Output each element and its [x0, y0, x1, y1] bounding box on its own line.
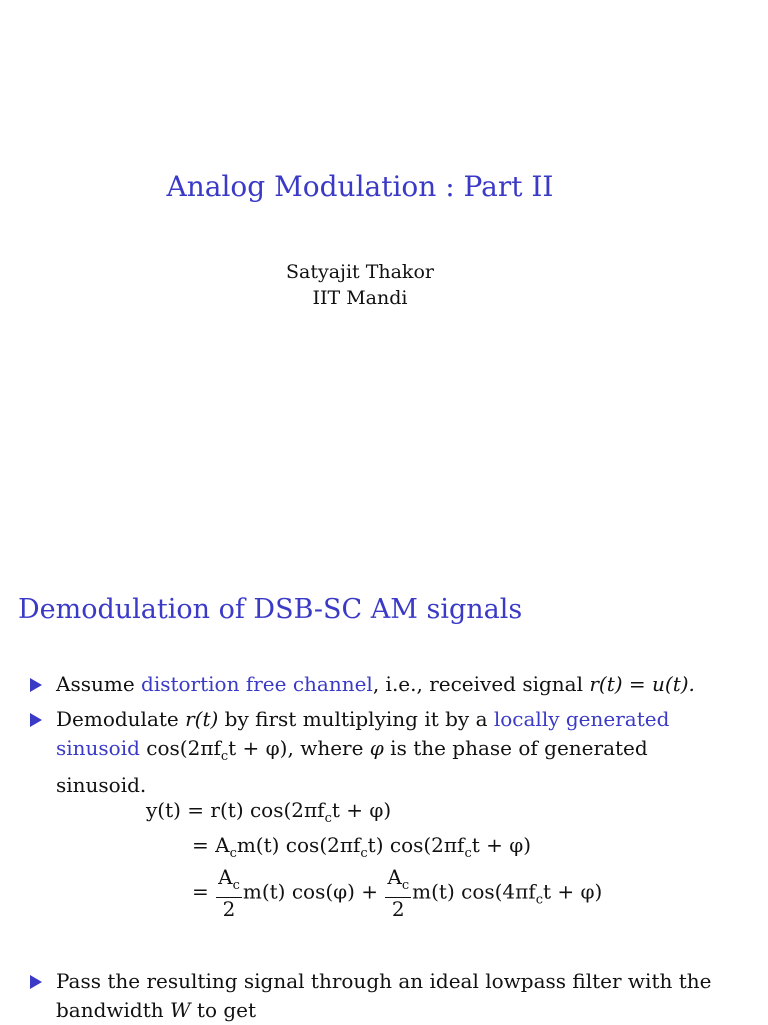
eq-text: t + φ)	[542, 879, 603, 904]
bullet-text: Assume	[56, 672, 142, 696]
bullet-line	[56, 705, 716, 734]
bullet-text: Demodulate	[56, 707, 186, 731]
bullet-channel	[56, 670, 716, 699]
eq-text: t + φ)	[331, 798, 392, 822]
bullet-triangle-icon	[30, 975, 42, 989]
bullet-text: , i.e., received signal	[372, 672, 590, 696]
equation-line-3	[192, 866, 602, 920]
eq-text: t) cos(2πf	[367, 833, 465, 857]
equation-line-2	[192, 833, 531, 861]
section-heading: Demodulation of DSB-SC AM signals	[18, 594, 523, 625]
fraction	[216, 866, 242, 920]
math-inline: r(t) = u(t).	[589, 672, 695, 696]
bullet-text: is the phase of generated	[383, 736, 648, 760]
frac-denominator: 2	[391, 897, 405, 921]
bullet-line: Pass the resulting signal through an ideal lowpass filter with the	[56, 969, 712, 993]
math-inline: φ	[369, 736, 384, 760]
eq-subscript: c	[229, 846, 237, 861]
eq-text: m(t) cos(4πf	[412, 879, 536, 904]
bullet-triangle-icon	[30, 713, 42, 727]
eq-text: t + φ)	[471, 833, 532, 857]
eq-subscript: c	[232, 878, 240, 893]
eq-subscript: c	[401, 878, 410, 893]
bullet-text: to get	[190, 998, 257, 1022]
math-inline: cos(2πf	[139, 736, 221, 760]
highlight-text: distortion free channel	[141, 672, 373, 696]
eq-text: = A	[192, 833, 230, 857]
eq-text: m(t) cos(2πf	[236, 833, 361, 857]
bullet-line	[56, 996, 716, 1025]
bullet-demodulate	[56, 705, 716, 800]
bullet-line: sinusoid.	[56, 773, 147, 797]
bullet-text: by first multiplying it by a	[218, 707, 494, 731]
eq-text: y(t) = r(t) cos(2πf	[146, 798, 325, 822]
highlight-text: sinusoid	[56, 736, 140, 760]
bullet-text: bandwidth	[56, 998, 171, 1022]
eq-subscript: c	[324, 811, 332, 826]
bullet-line	[56, 734, 716, 771]
slide-title: Analog Modulation : Part II	[166, 170, 554, 203]
eq-text: m(t) cos(φ) +	[242, 879, 379, 904]
frac-numerator: A	[387, 865, 402, 889]
author-block	[0, 259, 720, 311]
math-inline: t + φ)	[228, 736, 288, 760]
math-subscript: c	[220, 749, 229, 764]
math-inline: r(t)	[185, 707, 219, 731]
highlight-text: locally generated	[493, 707, 670, 731]
frac-denominator: 2	[222, 897, 236, 921]
bullet-text: , where	[287, 736, 370, 760]
author-affiliation: IIT Mandi	[312, 287, 408, 309]
bullet-lowpass	[56, 967, 716, 1025]
eq-text: =	[192, 879, 209, 904]
math-inline: W	[170, 998, 191, 1022]
fraction	[385, 866, 411, 920]
author-name: Satyajit Thakor	[286, 261, 434, 283]
eq-subscript: c	[464, 846, 472, 861]
frac-numerator: A	[218, 865, 233, 889]
equation-line-1	[146, 798, 391, 826]
eq-subscript: c	[360, 846, 368, 861]
bullet-triangle-icon	[30, 678, 42, 692]
eq-subscript: c	[535, 892, 543, 908]
